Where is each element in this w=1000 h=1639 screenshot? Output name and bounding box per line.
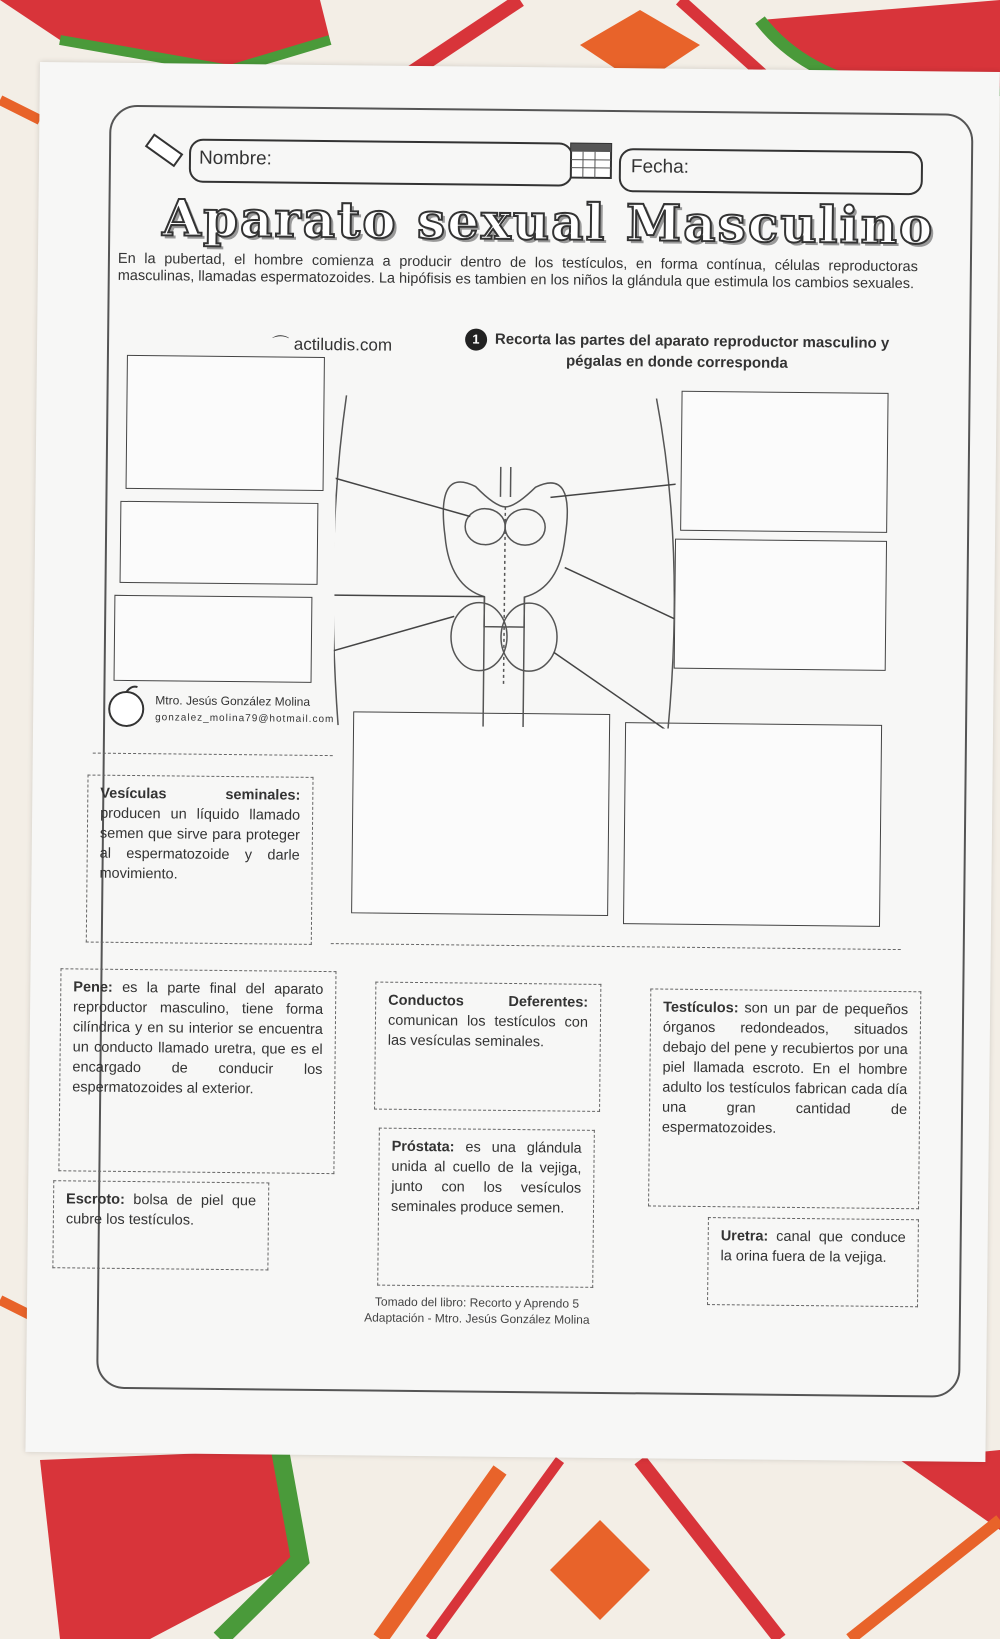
paste-box-7[interactable] [623, 722, 882, 927]
instruction-text: Recorta las partes del aparato reproductor masculino y pégalas en donde corresponda [494, 330, 890, 372]
paste-box-5[interactable] [674, 539, 887, 671]
card-escroto[interactable] [52, 1180, 269, 1270]
credit-line-2: Adaptación - Mtro. Jesús González Molina [364, 1310, 590, 1327]
name-label: Nombre: [198, 147, 272, 170]
card-testiculos[interactable] [648, 988, 921, 1209]
definition-prostata: es una glándula unida al cuello de la vejiga, junto con los vesículos seminales produce semen. [390, 1139, 582, 1217]
author-name: Mtro. Jesús González Molina [155, 693, 311, 709]
reproductive-system-diagram [333, 395, 676, 729]
instruction [442, 328, 912, 375]
card-vesiculas[interactable] [86, 775, 314, 945]
term-escroto: Escroto: [66, 1191, 126, 1208]
thigh-outline-right [653, 398, 676, 728]
author-block [155, 691, 335, 729]
card-conductos[interactable] [374, 982, 601, 1112]
definition-conductos: comunican los testículos con las vesículas seminales. [387, 1012, 589, 1051]
ureters [500, 467, 510, 497]
paste-box-6[interactable] [351, 711, 610, 916]
source-credit [317, 1293, 637, 1328]
term-conductos: Conductos Deferentes: [388, 992, 589, 1011]
intro-paragraph: En la pubertad, el hombre comienza a producir dentro de los testículos, en forma contínua, células reproductoras masculinas, llamadas espermatozoides. La hipófisis es tambien en los niños la glándula que estimula los cambios sexuales. [117, 250, 918, 293]
term-vesiculas: Vesículas seminales: [100, 785, 301, 804]
bird-icon: ⌒ [271, 334, 290, 354]
definition-uretra: canal que conduce la orina fuera de la vejiga. [720, 1228, 906, 1266]
worksheet-paper [25, 62, 1000, 1462]
definition-vesiculas: producen un líquido llamado semen que sirve para proteger al espermatozoide y darle movimiento. [99, 805, 301, 883]
card-uretra[interactable] [707, 1217, 919, 1307]
calendar-icon [567, 138, 615, 183]
pencil-icon [139, 125, 190, 176]
apple-icon [103, 683, 149, 729]
term-pene: Pene: [73, 979, 113, 996]
definition-escroto: bolsa de piel que cubre los testículos. [65, 1192, 257, 1229]
paste-box-2[interactable] [120, 501, 319, 585]
site-text: actiludis.com [293, 334, 393, 355]
card-prostata[interactable] [377, 1128, 595, 1288]
definition-testiculos: son un par de pequeños órganos redondeados, situados debajo del pene y recubiertos por una piel llamada escroto. En el hombre adulto los testículos fabrican cada día una gran cantidad de espermatozoides. [661, 1000, 909, 1137]
author-email: gonzalez_molina79@hotmail.com [155, 712, 335, 726]
card-pene[interactable] [58, 968, 336, 1174]
site-credit [272, 329, 392, 355]
page-title: Aparato sexual Masculino [162, 188, 935, 256]
step-number: 1 [465, 328, 487, 350]
thigh-outline-left [333, 395, 346, 725]
testicle-left [451, 602, 508, 671]
paste-box-4[interactable] [680, 391, 888, 533]
bladder-left [465, 508, 505, 544]
definition-pene: es la parte final del aparato reproductor masculino, tiene forma cilíndrica y en su interior se encuentra un conducto llamado uretra, que es el encargado de conducir los espermatozoides al exterior. [72, 979, 324, 1098]
term-testiculos: Testículos: [663, 999, 739, 1017]
term-prostata: Próstata: [391, 1138, 455, 1156]
credit-line-1: Tomado del libro: Recorto y Aprendo 5 [374, 1294, 580, 1311]
paste-box-1[interactable] [126, 355, 325, 491]
date-label: Fecha: [630, 156, 690, 178]
term-uretra: Uretra: [720, 1228, 769, 1245]
bladder-right [505, 509, 545, 545]
paste-box-3[interactable] [114, 595, 313, 683]
testicle-right [501, 603, 558, 672]
